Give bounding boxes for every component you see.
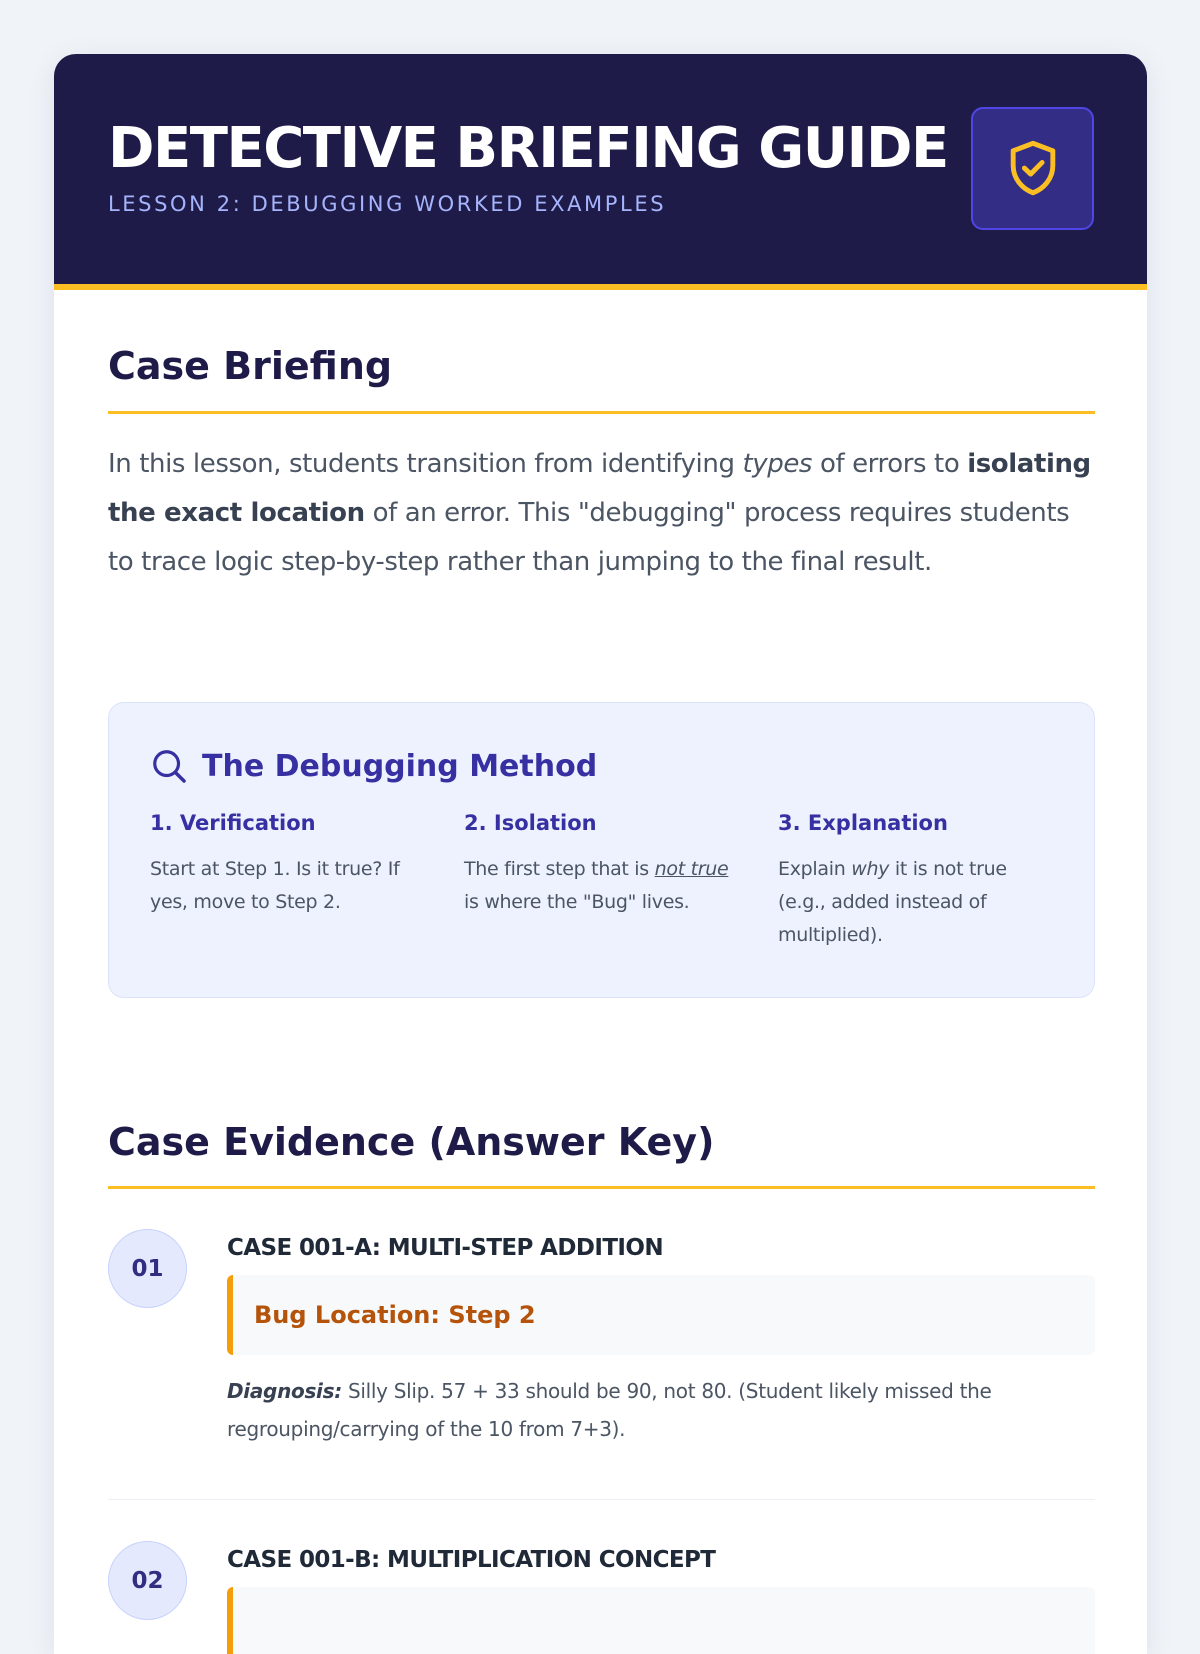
case-number-badge: 01 xyxy=(108,1229,187,1308)
step-text xyxy=(464,853,734,919)
guide-card xyxy=(54,54,1147,1654)
step-text-emphasis: why xyxy=(851,858,890,880)
step-text: Start at Step 1. Is it true? If yes, move to Step 2. xyxy=(150,858,400,913)
shield-check-icon xyxy=(1005,138,1061,200)
method-header xyxy=(150,747,597,785)
header-banner xyxy=(54,54,1147,290)
debugging-method-box xyxy=(108,702,1095,998)
section-rule xyxy=(108,1186,1095,1189)
case-evidence-heading: Case Evidence (Answer Key) xyxy=(108,1120,715,1164)
case-title: CASE 001-A: MULTI-STEP ADDITION xyxy=(227,1235,663,1261)
bug-location-box xyxy=(227,1587,1095,1654)
page-subtitle: LESSON 2: DEBUGGING WORKED EXAMPLES xyxy=(108,192,667,216)
step-text-part: is where the "Bug" lives. xyxy=(464,891,690,913)
step-text-emphasis: not true xyxy=(654,858,729,880)
case-diagnosis xyxy=(227,1372,1095,1448)
bug-location-text: Bug Location: Step 2 xyxy=(254,1301,536,1329)
case-briefing-heading: Case Briefing xyxy=(108,344,393,388)
briefing-strong: isolating the exact location xyxy=(108,449,1091,528)
page-title: DETECTIVE BRIEFING GUIDE xyxy=(108,116,948,181)
step-text-part: it is not true (e.g., added instead of multiplied). xyxy=(778,858,1007,946)
briefing-text: of an error. This "debugging" process requires students to trace logic step-by-step rather than jumping to the final result. xyxy=(108,498,1070,577)
step-label: 3. Explanation xyxy=(778,811,948,835)
briefing-emphasis: types xyxy=(742,449,813,479)
method-step-verification xyxy=(150,811,420,919)
shield-badge xyxy=(971,107,1094,230)
section-rule xyxy=(108,411,1095,414)
search-icon xyxy=(150,747,188,785)
step-text-part: The first step that is xyxy=(464,858,655,880)
diagnosis-label: Diagnosis: xyxy=(227,1379,342,1403)
method-title: The Debugging Method xyxy=(202,748,598,784)
step-text-part: Explain xyxy=(778,858,852,880)
briefing-text: In this lesson, students transition from identifying xyxy=(108,449,743,479)
method-step-explanation xyxy=(778,811,1048,952)
step-label: 1. Verification xyxy=(150,811,316,835)
case-title: CASE 001-B: MULTIPLICATION CONCEPT xyxy=(227,1547,716,1573)
method-step-isolation xyxy=(464,811,734,919)
step-label: 2. Isolation xyxy=(464,811,597,835)
diagnosis-text: Silly Slip. 57 + 33 should be 90, not 80. (Student likely missed the regrouping/carrying of the 10 from 7+3). xyxy=(227,1379,992,1441)
briefing-text: of errors to xyxy=(812,449,968,479)
briefing-paragraph xyxy=(108,440,1095,587)
case-number-badge: 02 xyxy=(108,1541,187,1620)
case-divider xyxy=(108,1499,1095,1500)
step-text xyxy=(778,853,1048,952)
bug-location-box xyxy=(227,1275,1095,1355)
